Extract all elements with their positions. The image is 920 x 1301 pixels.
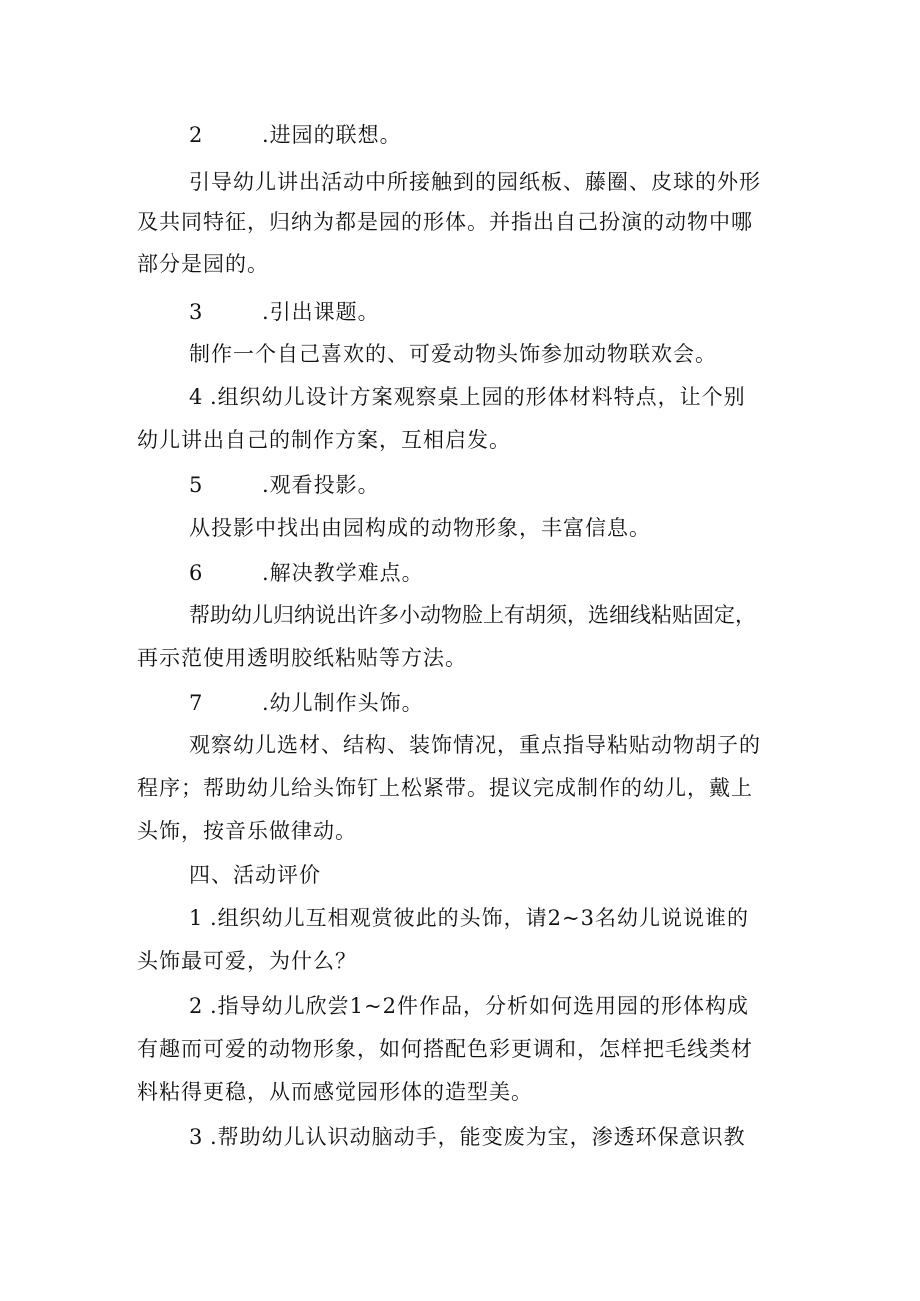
document-page: 2 .进园的联想。 引导幼儿讲出活动中所接触到的园纸板、藤圈、皮球的外形 及共同特征，归纳为都是园的形体。并指出自己扮演的动物中哪 部分是园的。 3 .引出课题。 制作一个自己喜欢的、可爱动物头饰参加动物联欢会。 4 .组织幼儿设计方案观察桌上园的形体材料特点，让个别 幼儿讲出自己的制作方案，互相启发。 5 .观看投影。 从投影中找出由园构成的动物形象，丰富信息。 6 .解决教学难点。 帮助幼儿归纳说出许多小动物脸上有胡须，选细线粘贴固定， 再示范使用透明胶纸粘贴等方法。 7 .幼儿制作头饰。 观察幼儿选材、结构、装饰情况，重点指导粘贴动物胡子的 程序；帮助幼儿给头饰钉上松紧带。提议完成制作的幼儿，戴上 头饰，按音乐做律动。 四、活动评价 1 .组织幼儿互相观赏彼此的头饰，请2~3名幼儿说说谁的 头饰最可爱，为什么？ 2 .指导幼儿欣尝1~2件作品，分析如何选用园的形体构成 有趣而可爱的动物形象，如何搭配色彩更调和，怎样把毛线类材 料粘得更稳，从而感觉园形体的造型美。 3 .帮助幼儿认识动脑动手，能变废为宝，渗透环保意识教 bbox=[0, 0, 920, 1301]
item-number: 2 bbox=[189, 994, 204, 1018]
item-text: .引出课题。 bbox=[262, 300, 380, 324]
item-text: .幼儿制作头饰。 bbox=[262, 691, 424, 715]
item-text: .解决教学难点。 bbox=[262, 561, 424, 585]
item-number: 3 bbox=[189, 300, 204, 324]
item-number: 5 bbox=[189, 473, 204, 497]
item-text: .帮助幼儿认识动脑动手，能变废为宝，渗透环保意识教 bbox=[210, 1125, 746, 1149]
item-text: .组织幼儿互相观赏彼此的头饰，请2~3名幼儿说说谁的 bbox=[210, 906, 749, 930]
item-text: .观看投影。 bbox=[262, 473, 380, 497]
item-number: 2 bbox=[189, 123, 204, 147]
item-text: .进园的联想。 bbox=[262, 123, 402, 147]
item-number: 1 bbox=[189, 906, 204, 930]
item-number: 3 bbox=[189, 1125, 204, 1149]
item-text: .指导幼儿欣尝1~2件作品，分析如何选用园的形体构成 bbox=[210, 994, 749, 1018]
item-text: .组织幼儿设计方案观察桌上园的形体材料特点，让个别 bbox=[210, 385, 746, 409]
item-number: 7 bbox=[189, 691, 204, 715]
item-number: 6 bbox=[189, 561, 204, 585]
item-number: 4 bbox=[189, 385, 204, 409]
